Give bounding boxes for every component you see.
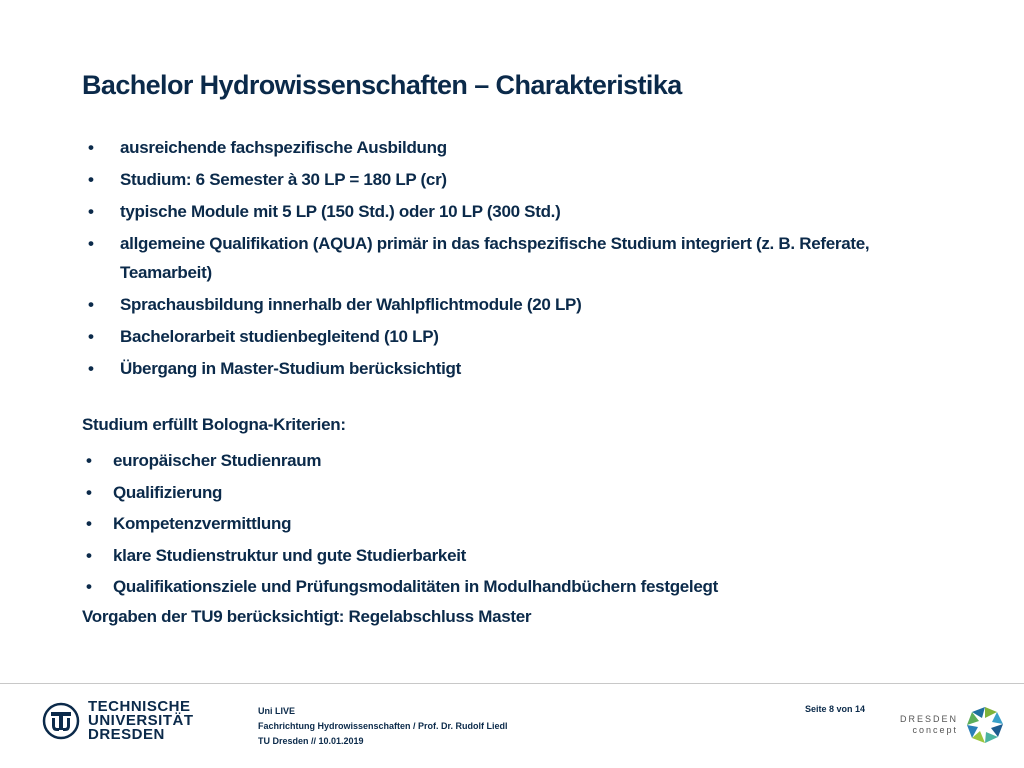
bologna-heading: Studium erfüllt Bologna-Kriterien: [82,415,346,434]
footer-info [258,704,508,749]
dc-line-2: concept [912,725,959,735]
main-bullet-list [88,133,948,386]
bologna-bullet-list [86,446,946,604]
dresden-concept-logo [900,704,1006,746]
bullet-icon: • [86,577,92,596]
bullet-icon: • [86,514,92,533]
bullet-text: klare Studienstruktur und gute Studierbarkeit [113,545,467,565]
list-item [86,446,946,475]
tu-emblem-icon [42,702,80,740]
footer-divider [0,683,1024,684]
bullet-icon: • [88,295,94,314]
slide-title: Bachelor Hydrowissenschaften – Charakteristika [82,70,682,100]
list-item [88,229,948,287]
list-item [86,478,946,507]
bullet-text: ausreichende fachspezifische Ausbildung [120,138,447,157]
bullet-icon: • [86,545,92,565]
list-item [88,354,948,383]
bullet-text: Bachelorarbeit studienbegleitend (10 LP) [120,327,439,346]
list-item [88,290,948,319]
bullet-icon: • [88,138,94,157]
bullet-text: Sprachausbildung innerhalb der Wahlpflichtmodule (20 LP) [120,295,582,314]
bullet-icon: • [88,327,94,346]
list-item [86,541,946,570]
list-item [86,572,946,601]
list-item [86,509,946,538]
bullet-icon: • [86,482,92,502]
bullet-text: allgemeine Qualifikation (AQUA) primär in das fachspezifische Studium integriert (z. B. Referate, Teamarbeit) [120,234,870,282]
bullet-icon: • [88,359,94,378]
list-item [88,165,948,194]
bullet-text: Qualifikationsziele und Prüfungsmodalitäten in Modulhandbüchern festgelegt [113,577,718,596]
bullet-icon: • [88,234,94,253]
list-item [88,197,948,226]
tu-dresden-logo [42,700,194,742]
bullet-text: typische Module mit 5 LP (150 Std.) oder 10 LP (300 Std.) [120,202,561,221]
bullet-icon: • [88,202,94,221]
closing-line: Vorgaben der TU9 berücksichtigt: Regelabschluss Master [82,607,532,626]
bullet-text: europäischer Studienraum [113,451,322,470]
list-item [88,133,948,162]
logo-line-1: TECHNISCHE [88,698,191,715]
footer-event: Uni LIVE [258,706,296,716]
bullet-text: Qualifizierung [113,482,223,502]
footer-department: Fachrichtung Hydrowissenschaften / Prof. Dr. Rudolf Liedl [258,721,508,731]
bullet-text: Kompetenzvermittlung [113,514,292,533]
list-item [88,322,948,351]
dc-line-1: DRESDEN [900,714,959,724]
footer-date: TU Dresden // 10.01.2019 [258,736,364,746]
bullet-icon: • [88,170,94,189]
bullet-text: Übergang in Master-Studium berücksichtigt [120,359,461,378]
logo-line-3: DRESDEN [88,726,165,743]
bullet-icon: • [86,451,92,470]
bullet-text: Studium: 6 Semester à 30 LP = 180 LP (cr) [120,170,447,189]
logo-line-2: UNIVERSITÄT [88,712,194,729]
page-number: Seite 8 von 14 [805,704,866,714]
dresden-concept-emblem-icon [964,704,1006,746]
